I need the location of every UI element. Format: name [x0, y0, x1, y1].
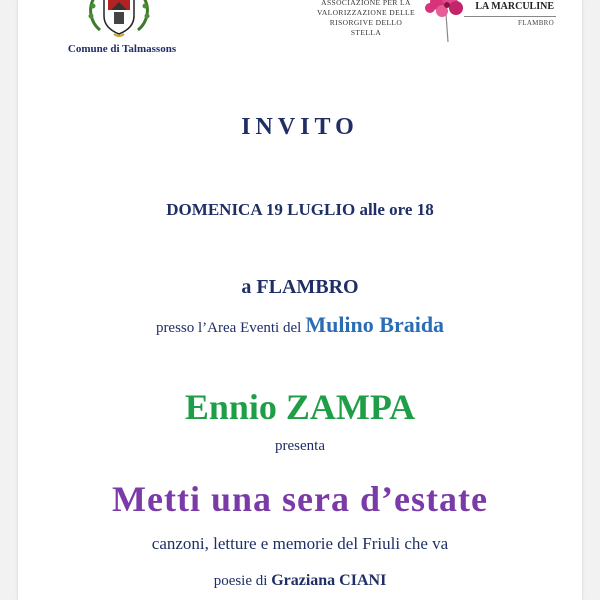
poetry-credit: [18, 572, 582, 590]
invitation-page: [18, 0, 582, 600]
presenter-name: Ennio ZAMPA: [184, 387, 416, 427]
divider: [464, 16, 556, 17]
event-date: DOMENICA 19 LUGLIO alle ore 18: [166, 200, 434, 219]
invite-title: INVITO: [241, 114, 359, 140]
event-venue: [18, 312, 582, 338]
presents-label: presenta: [275, 438, 325, 454]
association-line: RISORGIVE DELLO STELLA: [329, 18, 403, 37]
association-line: ASSOCIAZIONE PER LA: [321, 0, 411, 7]
comune-label: Comune di Talmassons: [67, 43, 177, 55]
poetry-prefix: poesie di: [213, 573, 268, 589]
header: [18, 0, 582, 70]
association-description: [314, 0, 418, 38]
event-place: a FLAMBRO: [241, 276, 359, 298]
venue-prefix: presso l’Area Eventi del: [155, 320, 302, 336]
show-subtitle: canzoni, letture e memorie del Friuli che va: [151, 534, 449, 553]
association-place: FLAMBRO: [518, 19, 554, 27]
association-line: VALORIZZAZIONE DELLE: [316, 8, 416, 17]
coat-of-arms-icon: [84, 0, 154, 38]
association-name: LA MARCULINE: [475, 1, 554, 12]
show-title: Metti una sera d’estate: [112, 479, 488, 519]
poet-name: Graziana CIANI: [271, 572, 387, 589]
venue-name: Mulino Braida: [305, 312, 445, 337]
